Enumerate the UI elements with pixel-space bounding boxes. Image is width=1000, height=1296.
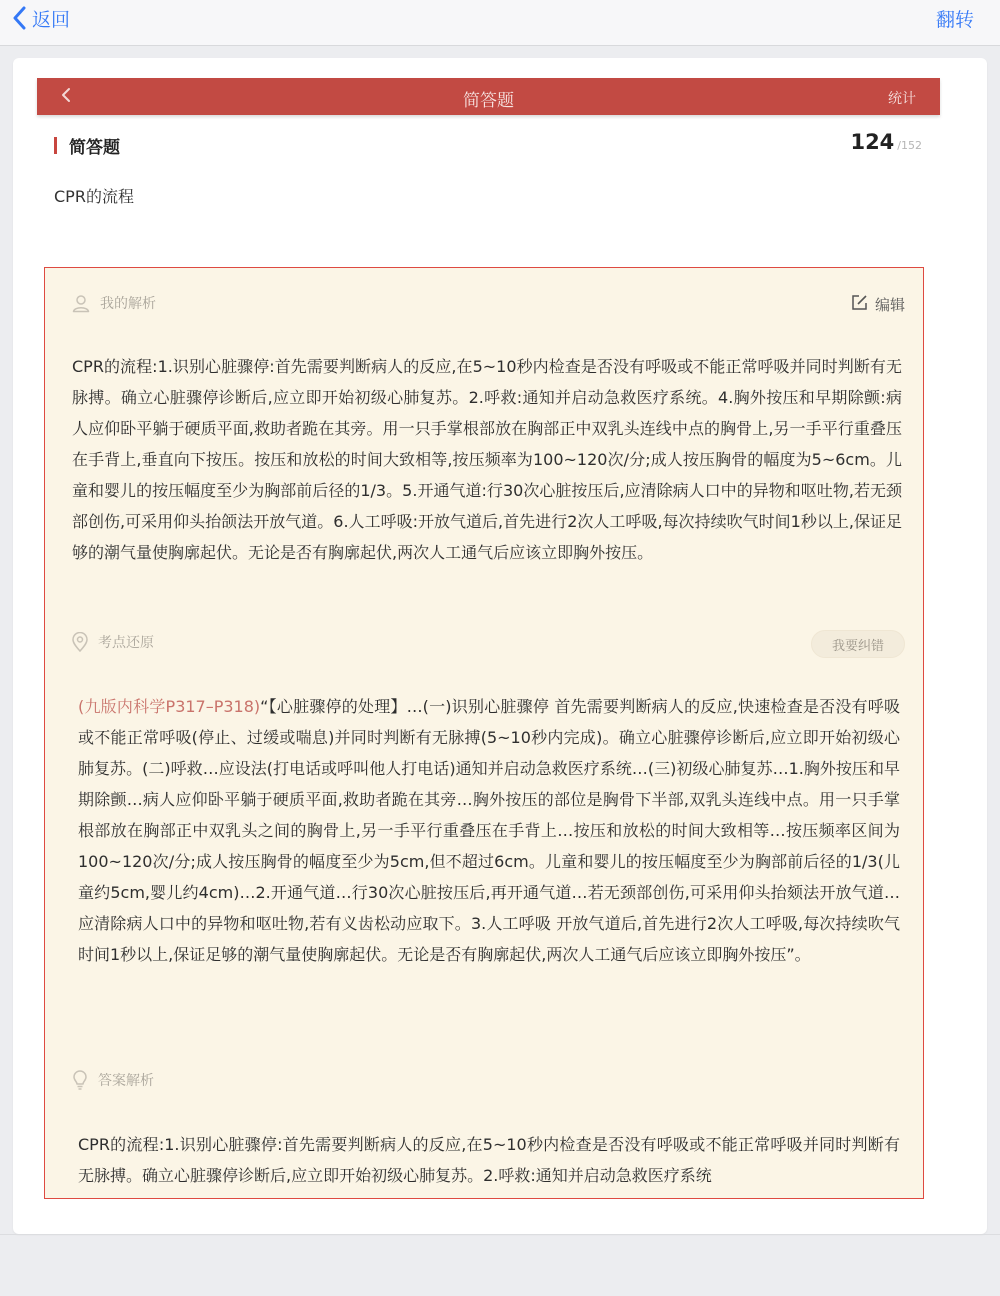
key-point-title: 考点还原 <box>98 635 154 651</box>
flip-button[interactable]: 翻转 <box>935 8 974 31</box>
answer-analysis-title: 答案解析 <box>98 1073 154 1089</box>
question-text: CPR的流程 <box>54 187 134 206</box>
app-header <box>37 78 940 115</box>
textbook-source: (九版内科学P317–P318) <box>78 697 261 716</box>
chevron-left-icon <box>12 6 26 30</box>
stats-button[interactable]: 统计 <box>888 91 916 107</box>
my-analysis-header <box>71 293 156 313</box>
edit-icon <box>851 294 868 315</box>
report-error-button[interactable]: 我要纠错 <box>811 630 905 658</box>
question-type <box>54 132 120 158</box>
accent-bar <box>54 137 57 154</box>
edit-button[interactable] <box>851 294 905 315</box>
back-button[interactable] <box>12 4 70 32</box>
top-navigation-bar <box>0 0 1000 46</box>
answer-analysis-text: CPR的流程:1.识别心脏骤停:首先需要判断病人的反应,在5~10秒内检查是否没有呼吸或不能正常呼吸并同时判断有无脉搏。确立心脏骤停诊断后,应立即开始初级心肺复苏。2.呼救:通知并启动急救医疗系统 <box>78 1135 900 1185</box>
question-counter <box>850 130 922 154</box>
location-pin-icon <box>71 632 89 652</box>
analysis-panel <box>44 267 924 1199</box>
question-type-label: 简答题 <box>69 137 120 158</box>
answer-analysis-header <box>71 1070 154 1090</box>
my-analysis-title: 我的解析 <box>100 296 156 312</box>
user-icon <box>71 293 91 313</box>
my-analysis-text: CPR的流程:1.识别心脏骤停:首先需要判断病人的反应,在5~10秒内检查是否没有呼吸或不能正常呼吸并同时判断有无脉搏。确立心脏骤停诊断后,应立即开始初级心肺复苏。2.呼救:通知并启动急救医疗系统。4.胸外按压和早期除颤:病人应仰卧平躺于硬质平面,救助者跪在其旁。用一只手掌根部放在胸部正中双乳头连线中点的胸骨上,另一手平行重叠压在手背上,垂直向下按压。按压和放松的时间大致相等,按压频率为100~120次/分;成人按压胸骨的幅度为5~6cm。儿童和婴儿的按压幅度至少为胸部前后径的1/3。5.开通气道:行30次心脏按压后,应清除病人口中的异物和呕吐物,若无颈部创伤,可采用仰头抬颌法开放气道。6.人工呼吸:开放气道后,首先进行2次人工呼吸,每次持续吹气时间1秒以上,保证足够的潮气量使胸廓起伏。无论是否有胸廓起伏,两次人工通气后应该立即胸外按压。 <box>72 357 902 562</box>
lightbulb-icon <box>71 1070 89 1090</box>
total-questions: /152 <box>897 139 922 152</box>
current-question-number: 124 <box>850 130 895 154</box>
divider <box>0 1234 1000 1235</box>
question-card <box>13 58 987 1234</box>
back-label: 返回 <box>32 8 71 31</box>
key-point-header <box>71 632 154 652</box>
key-point-text <box>78 691 900 970</box>
edit-label: 编辑 <box>874 296 905 314</box>
header-title: 简答题 <box>463 91 514 111</box>
key-point-body: “【心脏骤停的处理】…(一)识别心脏骤停 首先需要判断病人的反应,快速检查是否没有呼吸或不能正常呼吸(停止、过缓或喘息)并同时判断有无脉搏(5~10秒内完成)。确立心脏骤停诊断后,应立即开始初级心肺复苏。(二)呼救…应设法(打电话或呼叫他人打电话)通知并启动急救医疗系统…(三)初级心肺复苏…1.胸外按压和早期除颤…病人应仰卧平躺于硬质平面,救助者跪在其旁…胸外按压的部位是胸骨下半部,双乳头连线中点。用一只手掌根部放在胸部正中双乳头之间的胸骨上,另一手平行重叠压在手背上…按压和放松的时间大致相等…按压频率区间为100~120次/分;成人按压胸骨的幅度至少为5cm,但不超过6cm。儿童和婴儿的按压幅度至少为胸部前后径的1/3(儿童约5cm,婴儿约4cm)…2.开通气道…行30次心脏按压后,再开通气道…若无颈部创伤,可采用仰头抬颏法开放气道…应清除病人口中的异物和呕吐物,若有义齿松动应取下。3.人工呼吸 开放气道后,首先进行2次人工呼吸,每次持续吹气时间1秒以上,保证足够的潮气量使胸廓起伏。无论是否有胸廓起伏,两次人工通气后应该立即胸外按压”。 <box>78 697 900 964</box>
